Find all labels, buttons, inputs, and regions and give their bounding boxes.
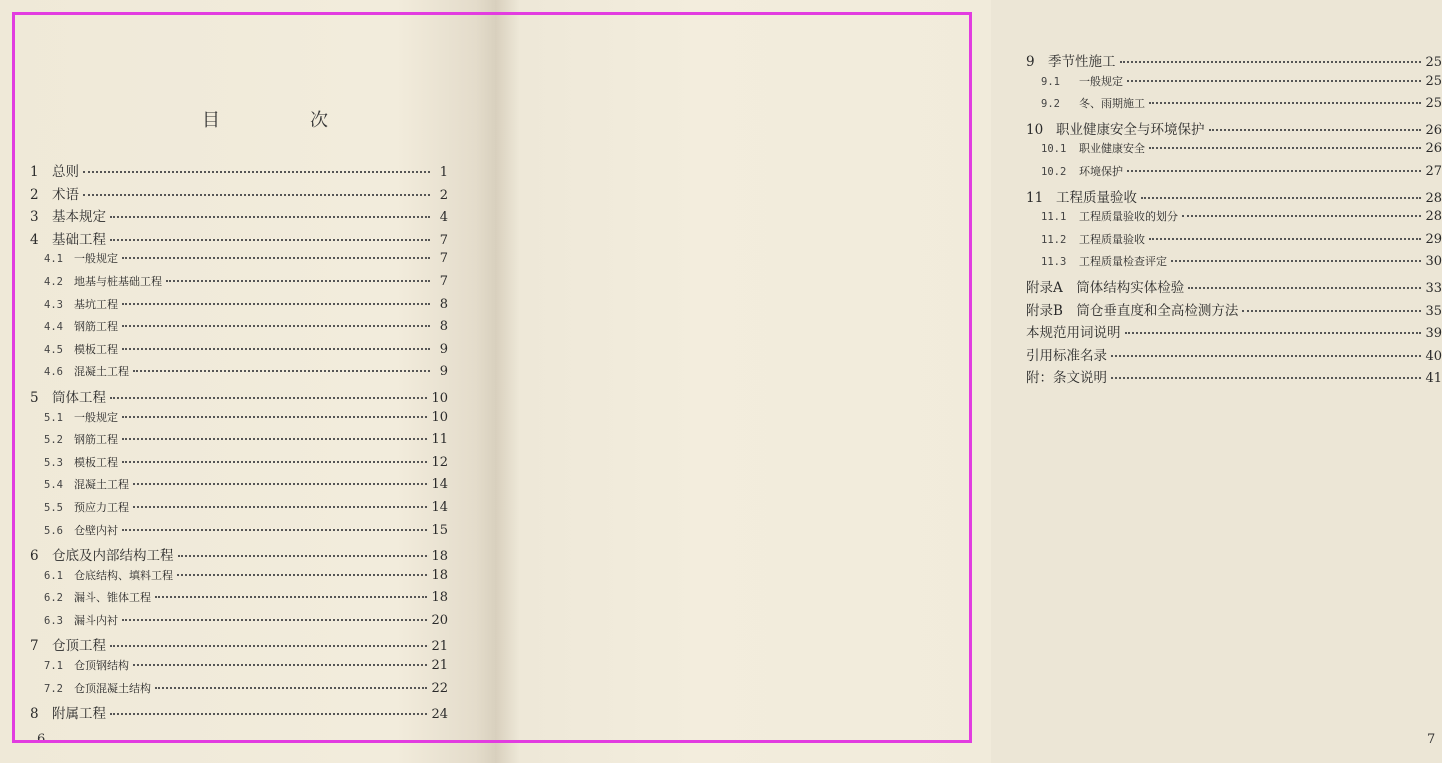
toc-entry-title: 地基与桩基础工程: [74, 274, 162, 288]
toc-entry-page: 18: [431, 549, 448, 565]
toc-entry-title: 总则: [52, 164, 79, 180]
dot-leader: [1111, 355, 1421, 357]
toc-entry-number: 10.2: [1041, 165, 1067, 178]
toc-entry-title: 附录B 筒仓垂直度和全高检测方法: [1026, 302, 1239, 319]
toc-entry[interactable]: [30, 183, 448, 206]
toc-entry-title: 职业健康安全: [1079, 142, 1145, 156]
dot-leader: [133, 370, 430, 372]
toc-entry[interactable]: [1026, 186, 1442, 209]
dot-leader: [122, 438, 427, 440]
toc-entry-number: 6.1: [44, 569, 63, 582]
toc-entry-number: 3: [30, 209, 39, 226]
toc-entry-page: 10: [431, 390, 448, 406]
toc-entry-page: 40: [1425, 348, 1442, 364]
toc-entry-number: 7.1: [44, 660, 63, 673]
toc-entry-title: 一般规定: [74, 252, 118, 266]
toc-entry-number: 4.5: [44, 343, 63, 356]
toc-entry[interactable]: [30, 522, 448, 545]
toc-entry[interactable]: [30, 702, 448, 725]
dot-leader: [1141, 197, 1421, 199]
toc-entry-number: 10.1: [1041, 143, 1067, 156]
toc-entry-page: 14: [431, 499, 448, 515]
dot-leader: [110, 397, 427, 399]
toc-entry-number: 4.3: [44, 298, 63, 311]
toc-entry-number: 8: [30, 706, 39, 723]
toc-entry-title: 工程质量验收: [1056, 189, 1137, 206]
toc-entry-title: 环境保护: [1079, 164, 1123, 178]
toc-entry-page: 20: [431, 612, 448, 628]
dot-leader: [1188, 287, 1421, 289]
toc-entry-number: 9.1: [1041, 75, 1060, 88]
toc-entry[interactable]: [30, 205, 448, 228]
toc-entry-title: 混凝土工程: [74, 478, 129, 492]
toc-entry[interactable]: [30, 544, 448, 567]
dot-leader: [1149, 102, 1421, 104]
toc-entry-number: 11: [1026, 189, 1044, 206]
toc-entry-page: 4: [439, 210, 448, 226]
toc-entry-number: 4.4: [44, 321, 63, 334]
toc-entry-page: 30: [1425, 254, 1442, 270]
toc-entry[interactable]: [30, 567, 448, 590]
toc-entry[interactable]: [30, 612, 448, 635]
dot-leader: [1182, 215, 1421, 217]
dot-leader: [110, 239, 430, 241]
toc-entry-title: 仓底及内部结构工程: [52, 548, 174, 565]
toc-entry-title: 钢筋工程: [74, 433, 118, 447]
toc-entry-title: 工程质量验收的划分: [1079, 210, 1178, 224]
toc-entry-title: 术语: [52, 186, 79, 203]
toc-entry-number: 6.3: [44, 614, 63, 627]
toc-entry-page: 33: [1425, 280, 1442, 296]
toc-entry-title: 职业健康安全与环境保护: [1056, 121, 1205, 138]
toc-entry[interactable]: [1026, 276, 1442, 299]
toc-entry-title: 仓顶钢结构: [74, 659, 129, 673]
toc-entry-title: 模板工程: [74, 342, 118, 356]
toc-entry-number: 2: [30, 186, 39, 203]
dot-leader: [83, 194, 430, 196]
toc-entry-page: 27: [1425, 163, 1442, 179]
toc-entry-title: 冬、雨期施工: [1079, 97, 1145, 111]
dot-leader: [1149, 147, 1421, 149]
dot-leader: [1209, 129, 1422, 131]
toc-entry-number: 5.3: [44, 456, 63, 469]
dot-leader: [178, 555, 428, 557]
toc-entry[interactable]: [30, 499, 448, 522]
toc-entry-number: 5.5: [44, 501, 63, 514]
toc-entry-page: 15: [431, 522, 448, 538]
toc-entry-title: 引用标准名录: [1026, 347, 1107, 364]
toc-entry-page: 29: [1425, 231, 1442, 247]
toc-entry-number: 6: [30, 548, 39, 565]
toc-entry-title: 附录A 筒体结构实体检验: [1026, 279, 1185, 296]
toc-entry-page: 28: [1425, 190, 1442, 206]
toc-entry-page: 1: [439, 165, 448, 180]
toc-entry[interactable]: [1026, 118, 1442, 141]
toc-entry-number: 5.6: [44, 524, 63, 537]
toc-entry-number: 4.2: [44, 275, 63, 288]
toc-entry[interactable]: [30, 409, 448, 432]
toc-entry-number: 5.1: [44, 411, 63, 424]
toc-entry-title: 季节性施工: [1048, 54, 1116, 70]
toc-entry-number: 7.2: [44, 682, 63, 695]
toc-entry-page: 12: [431, 454, 448, 470]
toc-entry[interactable]: [30, 296, 448, 319]
dot-leader: [1111, 377, 1421, 379]
toc-entry-number: 1: [30, 164, 39, 180]
dot-leader: [166, 280, 430, 282]
left-page: [0, 0, 495, 763]
toc-entry-title: 预应力工程: [74, 500, 129, 514]
dot-leader: [122, 325, 430, 327]
toc-entry-title: 附：条文说明: [1026, 370, 1107, 387]
toc-entry-page: 25: [1425, 73, 1442, 89]
dot-leader: [133, 506, 427, 508]
dot-leader: [1120, 61, 1422, 63]
toc-entry-number: 9: [1026, 54, 1035, 70]
toc-entry-page: 9: [439, 341, 448, 357]
toc-entry-title: 仓顶工程: [52, 638, 106, 655]
toc-entry[interactable]: [1026, 140, 1442, 163]
dot-leader: [155, 596, 427, 598]
toc-list-right: [1026, 50, 1442, 389]
toc-entry-page: 14: [431, 477, 448, 493]
toc-entry-page: 39: [1425, 326, 1442, 342]
toc-entry-page: 25: [1425, 96, 1442, 112]
toc-entry[interactable]: [30, 386, 448, 409]
page-number-right: 7: [1427, 732, 1436, 747]
toc-entry-number: 7: [30, 638, 39, 655]
toc-entry-page: 18: [431, 590, 448, 606]
dot-leader: [122, 416, 427, 418]
toc-entry-number: 5.2: [44, 434, 63, 447]
toc-entry[interactable]: [1026, 366, 1442, 389]
toc-entry-title: 仓底结构、填料工程: [74, 568, 173, 582]
toc-title: 目 次: [202, 110, 364, 131]
toc-entry-title: 工程质量验收: [1079, 232, 1145, 246]
dot-leader: [122, 529, 427, 531]
toc-entry-title: 混凝土工程: [74, 365, 129, 379]
toc-entry-number: 11.3: [1041, 256, 1067, 269]
toc-entry[interactable]: [1026, 231, 1442, 254]
toc-entry[interactable]: [30, 318, 448, 341]
toc-entry[interactable]: [30, 273, 448, 296]
toc-entry-page: 24: [431, 707, 448, 723]
toc-entry[interactable]: [1026, 299, 1442, 322]
toc-entry[interactable]: [30, 476, 448, 499]
dot-leader: [133, 483, 427, 485]
toc-entry[interactable]: [30, 634, 448, 657]
toc-entry-title: 仓顶混凝土结构: [74, 681, 151, 695]
toc-entry-title: 一般规定: [74, 410, 118, 424]
toc-entry-title: 本规范用词说明: [1026, 325, 1121, 342]
dot-leader: [122, 303, 430, 305]
toc-entry-title: 漏斗内衬: [74, 613, 118, 627]
toc-entry-title: 漏斗、锥体工程: [74, 591, 151, 605]
toc-entry-page: 21: [431, 658, 448, 674]
toc-entry-number: 10: [1026, 121, 1044, 138]
toc-entry[interactable]: [30, 341, 448, 364]
toc-entry[interactable]: [30, 363, 448, 386]
toc-entry[interactable]: [30, 454, 448, 477]
dot-leader: [1171, 260, 1421, 262]
toc-entry-page: 2: [439, 187, 448, 203]
toc-entry[interactable]: [1026, 95, 1442, 118]
toc-entry[interactable]: [1026, 253, 1442, 276]
toc-entry-number: 11.2: [1041, 233, 1067, 246]
toc-entry-page: 21: [431, 639, 448, 655]
toc-entry-page: 11: [431, 432, 448, 448]
toc-entry-title: 基本规定: [52, 209, 106, 226]
toc-entry-title: 工程质量检查评定: [1079, 255, 1167, 269]
toc-entry[interactable]: [30, 228, 448, 251]
toc-entry-page: 8: [439, 296, 448, 312]
dot-leader: [83, 171, 430, 173]
toc-entry-page: 7: [439, 251, 448, 267]
toc-entry-page: 18: [431, 567, 448, 583]
toc-entry-page: 41: [1425, 371, 1442, 387]
dot-leader: [110, 645, 427, 647]
toc-entry[interactable]: [1026, 321, 1442, 344]
dot-leader: [133, 664, 427, 666]
dot-leader: [122, 348, 430, 350]
toc-entry[interactable]: [30, 680, 448, 703]
dot-leader: [1149, 238, 1421, 240]
toc-entry[interactable]: [1026, 73, 1442, 96]
toc-entry-number: 4.1: [44, 253, 63, 266]
toc-entry-page: 8: [439, 319, 448, 335]
toc-list-left: [30, 160, 448, 725]
toc-entry-number: 5.4: [44, 479, 63, 492]
right-page: [495, 0, 1442, 763]
toc-entry-number: 5: [30, 389, 39, 406]
toc-entry[interactable]: [30, 250, 448, 273]
toc-entry-page: 9: [439, 364, 448, 380]
toc-entry-title: 模板工程: [74, 455, 118, 469]
toc-entry[interactable]: [1026, 50, 1442, 73]
dot-leader: [1127, 170, 1421, 172]
toc-entry-title: 一般规定: [1079, 74, 1123, 88]
toc-entry-page: 7: [439, 232, 448, 248]
dot-leader: [1242, 310, 1421, 312]
dot-leader: [122, 257, 430, 259]
toc-entry-number: 4: [30, 231, 39, 248]
toc-entry-page: 35: [1425, 303, 1442, 319]
toc-entry[interactable]: [30, 160, 448, 183]
dot-leader: [1125, 332, 1422, 334]
toc-entry-page: 28: [1425, 209, 1442, 225]
dot-leader: [155, 687, 427, 689]
toc-entry-title: 仓壁内衬: [74, 523, 118, 537]
toc-entry-page: 26: [1425, 122, 1442, 138]
toc-entry-page: 7: [439, 273, 448, 289]
toc-entry[interactable]: [30, 431, 448, 454]
toc-entry[interactable]: [1026, 208, 1442, 231]
toc-entry-number: 11.1: [1041, 211, 1067, 224]
toc-entry[interactable]: [30, 589, 448, 612]
toc-entry-title: 钢筋工程: [74, 320, 118, 334]
toc-entry-number: 4.6: [44, 366, 63, 379]
dot-leader: [1127, 80, 1421, 82]
toc-entry-page: 22: [431, 680, 448, 696]
toc-entry-page: 10: [431, 409, 448, 425]
dot-leader: [110, 216, 430, 218]
toc-entry-number: 6.2: [44, 592, 63, 605]
dot-leader: [177, 574, 427, 576]
toc-entry-title: 基坑工程: [74, 297, 118, 311]
toc-entry[interactable]: [1026, 163, 1442, 186]
toc-entry[interactable]: [1026, 344, 1442, 367]
toc-entry-page: 26: [1425, 141, 1442, 157]
dot-leader: [122, 619, 427, 621]
toc-entry-title: 附属工程: [52, 706, 106, 723]
dot-leader: [110, 713, 427, 715]
toc-entry-number: 9.2: [1041, 98, 1060, 111]
dot-leader: [122, 461, 427, 463]
page-number-left: 6: [37, 732, 46, 747]
toc-entry[interactable]: [30, 657, 448, 680]
toc-entry-page: 25: [1425, 55, 1442, 70]
toc-entry-title: 筒体工程: [52, 389, 106, 406]
toc-entry-title: 基础工程: [52, 231, 106, 248]
